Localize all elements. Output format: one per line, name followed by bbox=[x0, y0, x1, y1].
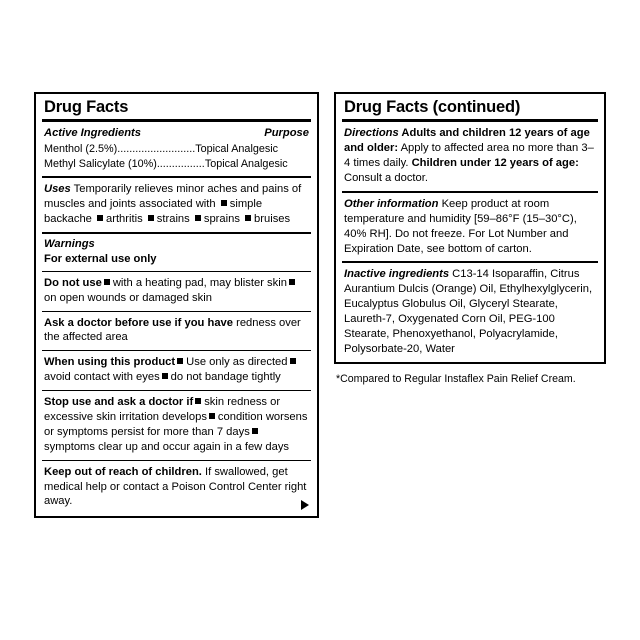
uses-item: strains bbox=[156, 213, 193, 226]
keep-out-label: Keep out of reach of children. bbox=[44, 465, 202, 478]
do-not-use-item: with a heating pad, may blister skin bbox=[112, 276, 287, 289]
when-using-item: Use only as directed bbox=[186, 356, 288, 369]
uses-item: arthritis bbox=[106, 213, 146, 226]
bullet-square-icon bbox=[162, 373, 168, 379]
uses-section bbox=[36, 178, 317, 232]
ingredient-purpose: Topical Analgesic bbox=[204, 157, 288, 170]
other-information-section bbox=[336, 193, 604, 262]
inactive-ingredients-heading: Inactive ingredients bbox=[344, 268, 450, 281]
warnings-section bbox=[36, 234, 317, 271]
bullet-square-icon bbox=[289, 279, 295, 285]
bullet-square-icon bbox=[245, 215, 251, 221]
bullet-square-icon bbox=[195, 398, 201, 404]
bullet-square-icon bbox=[148, 215, 154, 221]
ingredient-name: Menthol (2.5%) bbox=[44, 143, 118, 156]
ingredient-dots: .......................... bbox=[117, 143, 196, 156]
ask-doctor-section bbox=[36, 312, 317, 351]
stop-use-section bbox=[36, 391, 317, 460]
directions-text-end: Consult a doctor. bbox=[344, 171, 428, 184]
directions-heading: Directions bbox=[344, 127, 399, 140]
do-not-use-item: on open wounds or damaged skin bbox=[44, 291, 212, 304]
bullet-square-icon bbox=[221, 200, 227, 206]
when-using-label: When using this product bbox=[44, 356, 176, 369]
panels-container bbox=[34, 92, 606, 518]
bullet-square-icon bbox=[97, 215, 103, 221]
active-ingredient-row bbox=[44, 142, 309, 157]
bullet-square-icon bbox=[177, 358, 183, 364]
active-ingredients-heading: Active Ingredients bbox=[44, 127, 141, 140]
warnings-subheading: For external use only bbox=[44, 252, 157, 265]
bullet-square-icon bbox=[195, 215, 201, 221]
keep-out-text: If swallowed, get medical help or contact a Poison Control Center right away. bbox=[44, 465, 307, 508]
stop-use-item: condition worsens or symptoms persist for more than 7 days bbox=[44, 411, 308, 438]
bullet-square-icon bbox=[252, 428, 258, 434]
directions-text: Apply to affected area no more than 3–4 times daily. bbox=[344, 142, 594, 170]
directions-text-bold: Adults and children 12 years of age and older: bbox=[344, 127, 590, 155]
uses-heading: Uses bbox=[44, 183, 71, 196]
triangle-arrow-icon bbox=[301, 500, 309, 510]
inactive-ingredients-section bbox=[336, 263, 604, 361]
do-not-use-label: Do not use bbox=[44, 276, 102, 289]
other-information-text: Keep product at room temperature and humidity [59–86°F (15–30°C), 40% RH]. Do not freeze. For Lot Number and Expiration Date, see bottom of carton. bbox=[344, 197, 577, 255]
uses-item: sprains bbox=[203, 213, 244, 226]
when-using-item: avoid contact with eyes bbox=[44, 371, 160, 384]
stop-use-label: Stop use and ask a doctor if bbox=[44, 396, 194, 409]
uses-text: Temporarily relieves minor aches and pains of muscles and joints associated with bbox=[44, 183, 302, 211]
directions-section bbox=[336, 122, 604, 191]
active-ingredient-row bbox=[44, 157, 309, 172]
right-panel-title: Drug Facts (continued) bbox=[344, 98, 521, 116]
uses-item: simple backache bbox=[44, 198, 263, 226]
stop-use-item: symptoms clear up and occur again in a few days bbox=[44, 440, 290, 453]
when-using-item: do not bandage tightly bbox=[170, 371, 281, 384]
right-column bbox=[334, 92, 606, 387]
purpose-heading: Purpose bbox=[264, 127, 309, 140]
do-not-use-section bbox=[36, 272, 317, 311]
drug-facts-panel-right bbox=[334, 92, 606, 364]
bullet-square-icon bbox=[209, 413, 215, 419]
bullet-square-icon bbox=[104, 279, 110, 285]
other-information-heading: Other information bbox=[344, 197, 439, 210]
ingredient-purpose: Topical Analgesic bbox=[195, 143, 279, 156]
ask-doctor-label: Ask a doctor before use if you have bbox=[44, 316, 233, 329]
active-ingredients-section bbox=[36, 122, 317, 176]
left-panel-title: Drug Facts bbox=[44, 98, 129, 116]
ask-doctor-text: redness over the affected area bbox=[44, 316, 301, 344]
ingredient-dots: ................ bbox=[156, 157, 205, 170]
when-using-section bbox=[36, 351, 317, 390]
bullet-square-icon bbox=[290, 358, 296, 364]
footnote: *Compared to Regular Instaflex Pain Relief Cream. bbox=[336, 372, 576, 385]
inactive-ingredients-text: C13-14 Isoparaffin, Citrus Aurantium Dulcis (Orange) Oil, Ethylhexylglycerin, Eucalyptus Globulus Oil, Glyceryl Stearate, Laureth-7, Oxygenated Corn Oil, PEG-100 Stearate, Phenoxyethanol, Polyacrylamide, Polysorbate-20, Water bbox=[344, 268, 593, 355]
ingredient-name: Methyl Salicylate (10%) bbox=[44, 157, 157, 170]
keep-out-of-reach-section bbox=[36, 461, 317, 515]
warnings-heading: Warnings bbox=[44, 238, 95, 250]
stop-use-item: skin redness or excessive skin irritation develops bbox=[44, 396, 281, 424]
directions-children-label: Children under 12 years of age: bbox=[411, 157, 579, 170]
uses-item: bruises bbox=[254, 213, 291, 226]
drug-facts-panel-left bbox=[34, 92, 319, 518]
